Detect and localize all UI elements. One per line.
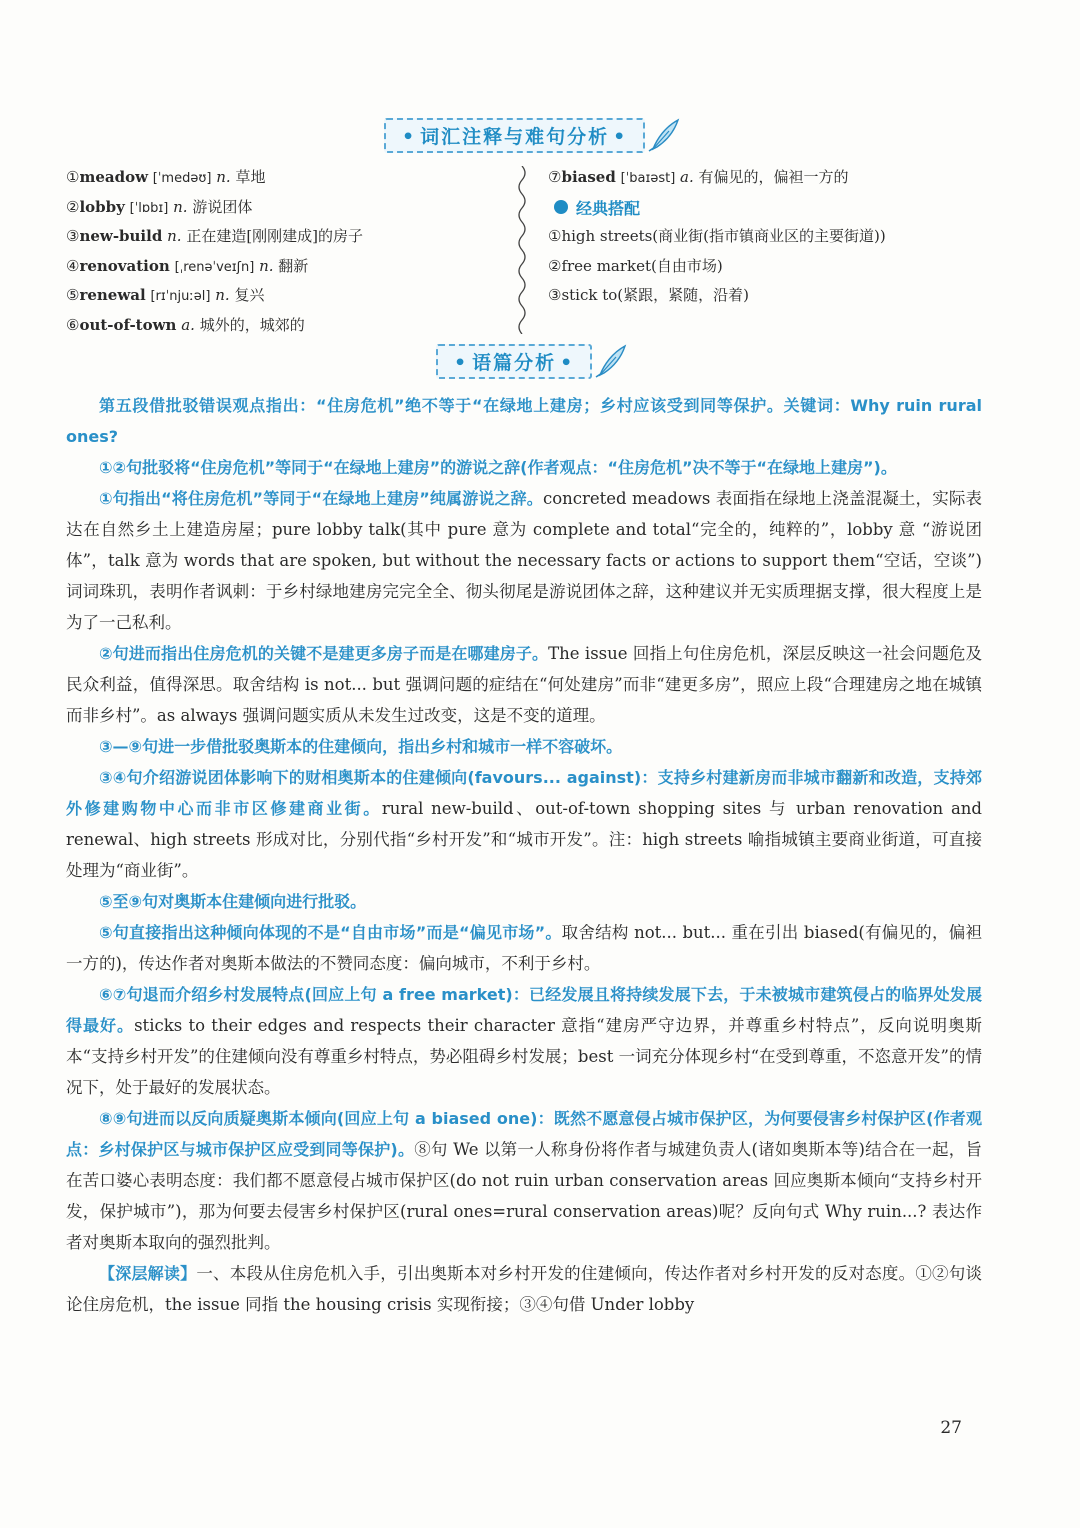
pronunciation: [ˈmedəʊ] [152,171,212,186]
body-text: 取舍结构 not... but... 重在引出 biased(有偏见的，偏袒一方的)，传达作者对奥斯本做法的不赞同态度：偏向城市，不利于乡村。 [66,923,982,973]
meaning: 草地 [235,168,266,186]
collocation-heading-text: 经典搭配 [576,198,641,218]
title-dot-left: • [454,351,469,374]
vocab-item-meadow [66,163,506,193]
pronunciation: [rɪˈnjuːəl] [150,289,211,304]
meaning: 翻新 [278,256,309,275]
vocab-item-out-of-town [66,311,506,341]
vocab-item-renovation [66,252,506,282]
highlight-text: 第五段借批驳错误观点指出：“住房危机”绝不等于“在绿地上建房；乡村应该受到同等保护。关键词：Why ruin rural ones? [66,396,982,446]
pronunciation: [ˈlɒbɪ] [129,200,169,216]
vocab-word: renewal [79,286,146,304]
paragraph [66,731,982,762]
highlight-text: ⑧⑨句进而以反向质疑奥斯本倾向(回应上句 a biased one)：既然不愿意侵占城市保护区，为何要侵害乡村保护区(作者观点：乡村保护区与城市保护区应受到同等保护)。 [66,1109,982,1159]
paragraph [66,979,982,1103]
paragraph [66,483,982,638]
part-of-speech: a. [181,315,195,334]
highlight-text: ⑥⑦句退而介绍乡村发展特点(回应上句 a free market)：已经发展且将持续发展下去，于未被城市建筑侵占的临界处发展得最好。 [66,985,982,1035]
vocab-list-right [548,163,1028,311]
item-number: ⑦ [548,168,562,186]
vocab-section-title [384,117,681,153]
paragraph [66,638,982,731]
vocab-word: renovation [79,256,170,275]
paragraph-intro [66,390,982,452]
title-dot-right: • [560,351,575,374]
vocab-word: new-build [79,227,163,245]
highlight-text: 【深层解读】 [99,1264,197,1283]
analysis-title-text: 语篇分析 [472,351,557,374]
body-text: concreted meadows 表面指在绿地上浇盖混凝土，实际表达在自然乡土上建造房屋；pure lobby talk(其中 pure 意为 complete and total“完全的，纯粹的”，lobby 意 “游说团体”，talk 意为 words that are spoken, but without the necessary facts or actions to support them“空话，空谈”)词词珠玑，表明作者讽刺：于乡村绿地建房完完全全、彻头彻尾是游说团体之辞，这种建议并无实质理据支撑，很大程度上是为了一己私利。 [66,489,982,632]
item-number: ⑥ [66,315,80,334]
body-text: The issue 回指上句住房危机，深层反映这一社会问题危及民众利益，值得深思。取舍结构 is not... but 强调问题的症结在“何处建房”而非“建更多房”，照应上段“合理建房之地在城镇而非乡村”。as always 强调问题实质从未发生过改变，这是不变的道理。 [66,644,982,725]
highlight-text: ①②句批驳将“住房危机”等同于“在绿地上建房”的游说之辞(作者观点：“住房危机”决不等于“在绿地上建房”)。 [99,458,897,477]
paragraph [66,917,982,979]
vocab-word: lobby [79,197,125,216]
item-number: ③ [66,227,80,245]
part-of-speech: n. [259,256,274,275]
vocab-word: biased [561,168,616,186]
bullet-dot-icon [554,200,568,214]
item-number: ⑤ [66,286,80,304]
item-number: ① [66,168,80,186]
paragraph [66,1103,982,1258]
vocab-item-lobby [66,193,506,223]
collocation-item: ②free market(自由市场) [548,256,723,275]
vocab-word: out-of-town [79,315,177,334]
highlight-text: ③—⑨句进一步借批驳奥斯本的住建倾向，指出乡村和城市一样不容破坏。 [99,737,623,756]
meaning: 游说团体 [192,197,253,216]
title-dot-left: • [402,125,417,148]
analysis-section-title [436,343,628,379]
highlight-text: ②句进而指出住房危机的关键不是建更多房子而是在哪建房子。 [99,644,549,663]
meaning: 复兴 [234,286,265,304]
paragraph [66,452,982,483]
paragraph [66,762,982,886]
body-text: ⑧句 We 以第一人称身份将作者与城建负责人(诸如奥斯本等)结合在一起，旨在苦口婆心表明态度：我们都不愿意侵占城市保护区(do not ruin urban conservation areas 回应奥斯本倾向“支持乡村开发，保护城市”)，那为何要去侵害乡村保护区(rural ones=rural conservation areas)呢？反向句式 Why ruin...? 表达作者对奥斯本取向的强烈批判。 [66,1140,982,1252]
meaning: 正在建造[刚刚建成]的房子 [186,227,364,245]
vocab-item-new-build [66,222,506,252]
analysis-title-box [436,344,592,379]
vocab-item-renewal [66,281,506,311]
title-dot-right: • [613,125,628,148]
vocab-title-box [384,118,645,153]
analysis-body [66,390,982,1320]
highlight-text: ⑤至⑨句对奥斯本住建倾向进行批驳。 [99,892,367,911]
highlight-text: ⑤句直接指出这种倾向体现的不是“自由市场”而是“偏见市场”。 [99,923,562,942]
part-of-speech: n. [167,227,182,245]
part-of-speech: n. [173,197,188,216]
item-number: ④ [66,256,80,275]
part-of-speech: n. [216,168,231,186]
paragraph-deep-reading [66,1258,982,1320]
pronunciation: [ˈbaɪəst] [620,171,676,186]
vocab-word: meadow [79,168,148,186]
collocation-item: ③stick to(紧跟，紧随，沿着) [548,286,749,304]
meaning: 有偏见的，偏袒一方的 [698,168,849,186]
vocab-list-left [66,163,506,340]
part-of-speech: n. [215,286,230,304]
meaning: 城外的，城郊的 [199,315,305,334]
paragraph [66,886,982,917]
collocation-heading [548,193,1028,223]
body-text: sticks to their edges and respects their character 意指“建房严守边界，并尊重乡村特点”，反向说明奥斯本“支持乡村开发”的住建倾向没有尊重乡村特点，势必阻碍乡村发展；best 一词充分体现乡村“在受到尊重，不恣意开发”的情况下，处于最好的发展状态。 [66,1016,982,1097]
item-number: ② [66,197,80,216]
body-text: rural new-build、out-of-town shopping sites 与 urban renovation and renewal、high streets 形成对比，分别代指“乡村开发”和“城市开发”。注：high streets 喻指城镇主要商业街道，可直接处理为“商业街”。 [66,799,982,880]
part-of-speech: a. [680,168,694,186]
highlight-text: ③④句介绍游说团体影响下的财相奥斯本的住建倾向(favours... against)：支持乡村建新房而非城市翻新和改造，支持郊外修建购物中心而非市区修建商业街。 [66,768,982,818]
body-text: 一、本段从住房危机入手，引出奥斯本对乡村开发的住建倾向，传达作者对乡村开发的反对态度。①②句谈论住房危机，the issue 同指 the housing crisis 实现衔接；③④句借 Under lobby [66,1264,982,1314]
page-number: 27 [940,1418,962,1438]
collocation-item: ①high streets(商业街(指市镇商业区的主要街道)) [548,227,886,245]
quill-pen-icon [647,117,681,153]
vocab-title-text: 词汇注释与难句分析 [420,125,610,148]
quill-pen-icon [594,343,628,379]
highlight-text: ①句指出“将住房危机”等同于“在绿地上建房”纯属游说之辞。 [99,489,543,508]
pronunciation: [ˌrenəˈveɪʃn] [174,259,255,275]
wavy-divider [515,166,529,334]
vocab-item-biased [548,163,1028,193]
